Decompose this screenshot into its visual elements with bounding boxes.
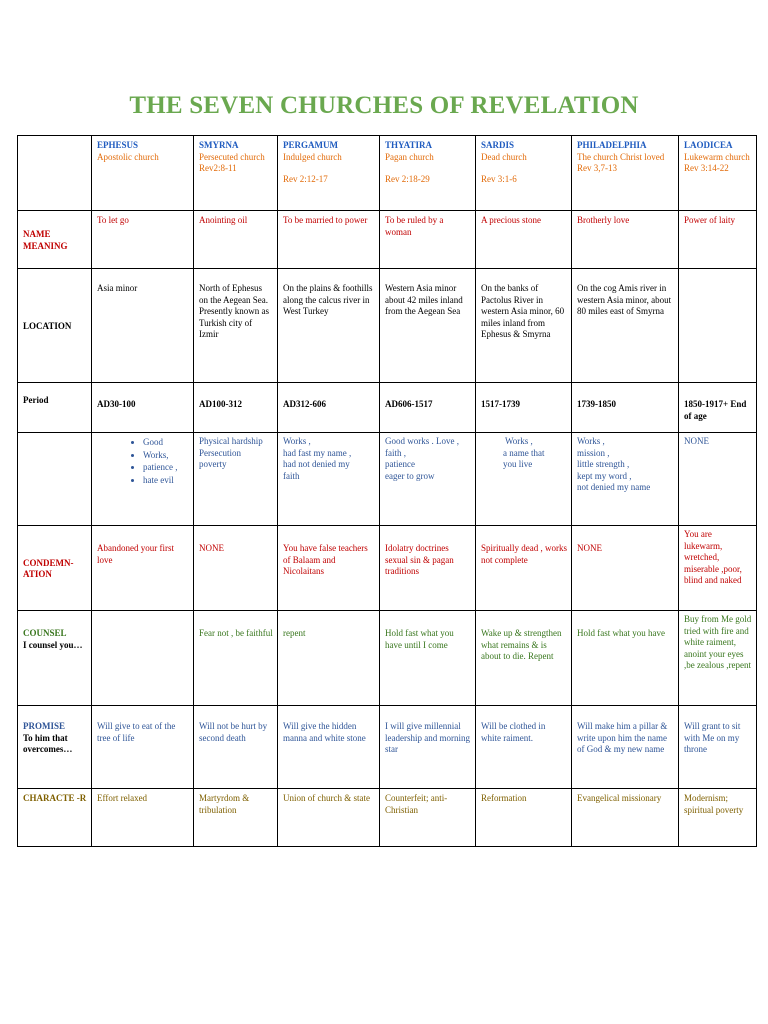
commendation-line: Works , xyxy=(505,436,533,446)
row-name-meaning xyxy=(18,211,757,269)
row-location xyxy=(18,269,757,383)
church-name: LAODICEA xyxy=(684,140,733,150)
condemnation-cell: NONE xyxy=(194,526,278,611)
commendation-cell-thyatira xyxy=(380,433,476,526)
commendation-line: faith , xyxy=(385,447,406,458)
church-header-ephesus xyxy=(92,136,194,211)
commendation-line: patience xyxy=(385,459,415,469)
commendation-line: had not denied my xyxy=(283,459,350,469)
commendation-cell-philadelphia xyxy=(572,433,679,526)
commendation-line: kept my word , xyxy=(577,470,632,481)
church-scripture-ref: Rev2:8-11 xyxy=(199,163,237,173)
period-cell: AD606-1517 xyxy=(380,383,476,433)
name-meaning-cell: To be ruled by a woman xyxy=(380,211,476,269)
promise-sublabel: To him that overcomes… xyxy=(23,732,73,754)
character-cell: Effort relaxed xyxy=(92,789,194,847)
row-promise xyxy=(18,706,757,789)
church-header-sardis xyxy=(476,136,572,211)
row-period xyxy=(18,383,757,433)
promise-cell: I will give millennial leadership and morning star xyxy=(380,706,476,789)
character-cell: Evangelical missionary xyxy=(572,789,679,847)
condemnation-cell: Idolatry doctrines sexual sin & pagan traditions xyxy=(380,526,476,611)
church-scripture-ref: Rev 3:1-6 xyxy=(481,174,517,184)
church-header-laodicea xyxy=(679,136,757,211)
counsel-cell: Hold fast what you have xyxy=(572,611,679,706)
promise-cell: Will not be hurt by second death xyxy=(194,706,278,789)
location-cell: Asia minor xyxy=(92,269,194,383)
commendation-cell-pergamum xyxy=(278,433,380,526)
condemnation-cell: Spiritually dead , works not complete xyxy=(476,526,572,611)
row-label-name-meaning: NAME MEANING xyxy=(18,211,92,269)
list-item: • patience , xyxy=(143,461,189,474)
period-cell: 1739-1850 xyxy=(572,383,679,433)
church-header-philadelphia xyxy=(572,136,679,211)
location-cell: On the banks of Pactolus River in western Asia minor, 60 miles inland from Ephesus & Smyrna xyxy=(476,269,572,383)
promise-cell: Will give to eat of the tree of life xyxy=(92,706,194,789)
row-character xyxy=(18,789,757,847)
row-label-commendation xyxy=(18,433,92,526)
promise-label: PROMISE xyxy=(23,721,66,731)
commendation-line: little strength , xyxy=(577,459,630,469)
header-corner-cell xyxy=(18,136,92,211)
commendation-line: a name that xyxy=(503,447,545,458)
commendation-line: Physical hardship xyxy=(199,436,263,446)
church-scripture-ref: Rev 3,7-13 xyxy=(577,163,617,173)
period-cell: AD312-606 xyxy=(278,383,380,433)
row-label-character: CHARACTE -R xyxy=(18,789,92,847)
commendation-cell-smyrna xyxy=(194,433,278,526)
commendation-line: faith xyxy=(283,470,300,481)
church-scripture-ref: Rev 2:18-29 xyxy=(385,174,430,184)
row-counsel xyxy=(18,611,757,706)
church-name: THYATIRA xyxy=(385,140,433,150)
commendation-line: Works , xyxy=(577,436,605,446)
character-cell: Martyrdom & tribulation xyxy=(194,789,278,847)
list-item: • Good xyxy=(143,436,189,449)
commendation-line: NONE xyxy=(684,436,709,446)
church-header-smyrna xyxy=(194,136,278,211)
location-cell: On the cog Amis river in western Asia minor, about 80 miles east of Smyrna xyxy=(572,269,679,383)
counsel-cell: Hold fast what you have until I come xyxy=(380,611,476,706)
counsel-cell: Fear not , be faithful xyxy=(194,611,278,706)
church-name: EPHESUS xyxy=(97,140,139,150)
row-label-counsel xyxy=(18,611,92,706)
counsel-cell xyxy=(92,611,194,706)
counsel-cell: repent xyxy=(278,611,380,706)
church-name: PERGAMUM xyxy=(283,140,338,150)
promise-cell: Will make him a pillar & write upon him the name of God & my new name xyxy=(572,706,679,789)
commendation-line: mission , xyxy=(577,447,610,458)
row-label-condemnation: CONDEMN-ATION xyxy=(18,526,92,611)
commendation-line: Good works . Love , xyxy=(385,436,459,446)
page-title: THE SEVEN CHURCHES OF REVELATION xyxy=(129,92,639,119)
row-condemnation xyxy=(18,526,757,611)
commendation-cell-sardis xyxy=(476,433,572,526)
location-cell: Western Asia minor about 42 miles inland from the Aegean Sea xyxy=(380,269,476,383)
church-scripture-ref: Rev 2:12-17 xyxy=(283,174,328,184)
name-meaning-cell: To let go xyxy=(92,211,194,269)
church-description: Indulged church xyxy=(283,151,342,162)
commendation-line: you live xyxy=(503,459,533,469)
name-meaning-cell: Anointing oil xyxy=(194,211,278,269)
commendation-cell-ephesus xyxy=(92,433,194,526)
character-cell: Reformation xyxy=(476,789,572,847)
church-description: Persecuted church xyxy=(199,151,265,162)
church-scripture-ref: Rev 3:14-22 xyxy=(684,163,729,173)
location-cell xyxy=(679,269,757,383)
row-label-promise xyxy=(18,706,92,789)
church-description: Lukewarm church xyxy=(684,151,750,162)
commendation-line: poverty xyxy=(199,459,227,469)
character-cell: Union of church & state xyxy=(278,789,380,847)
church-header-thyatira xyxy=(380,136,476,211)
condemnation-cell: Abandoned your first love xyxy=(92,526,194,611)
row-commendation xyxy=(18,433,757,526)
row-label-location: LOCATION xyxy=(18,269,92,383)
condemnation-cell: NONE xyxy=(572,526,679,611)
church-description: Pagan church xyxy=(385,151,434,162)
counsel-sublabel: I counsel you… xyxy=(23,639,83,650)
commendation-list xyxy=(97,436,189,486)
church-description: The church Christ loved xyxy=(577,151,665,162)
period-cell: 1517-1739 xyxy=(476,383,572,433)
church-description: Apostolic church xyxy=(97,151,159,162)
churches-table xyxy=(17,135,757,847)
commendation-line: not denied my name xyxy=(577,482,651,492)
table-header-row xyxy=(18,136,757,211)
commendation-line: Works , xyxy=(283,436,311,446)
name-meaning-cell: A precious stone xyxy=(476,211,572,269)
name-meaning-cell: Power of laity xyxy=(679,211,757,269)
counsel-cell: Buy from Me gold tried with fire and white raiment, anoint your eyes ,be zealous ,repent xyxy=(679,611,757,706)
period-cell: 1850-1917+ End of age xyxy=(679,383,757,433)
period-cell: AD30-100 xyxy=(92,383,194,433)
row-label-period: Period xyxy=(18,383,92,433)
commendation-line: eager to grow xyxy=(385,470,435,481)
commendation-line: had fast my name , xyxy=(283,447,352,458)
church-name: PHILADELPHIA xyxy=(577,140,647,150)
church-name: SMYRNA xyxy=(199,140,239,150)
name-meaning-cell: To be married to power xyxy=(278,211,380,269)
promise-cell: Will give the hidden manna and white stone xyxy=(278,706,380,789)
promise-cell: Will grant to sit with Me on my throne xyxy=(679,706,757,789)
counsel-cell: Wake up & strengthen what remains & is about to die. Repent xyxy=(476,611,572,706)
condemnation-cell: You have false teachers of Balaam and Nicolaitans xyxy=(278,526,380,611)
commendation-line: Persecution xyxy=(199,447,241,458)
period-cell: AD100-312 xyxy=(194,383,278,433)
church-header-pergamum xyxy=(278,136,380,211)
location-cell: North of Ephesus on the Aegean Sea. Presently known as Turkish city of Izmir xyxy=(194,269,278,383)
church-description: Dead church xyxy=(481,151,527,162)
promise-cell: Will be clothed in white raiment. xyxy=(476,706,572,789)
list-item: • Works, xyxy=(143,449,189,462)
name-meaning-cell: Brotherly love xyxy=(572,211,679,269)
condemnation-cell: You are lukewarm, wretched, miserable ,poor, blind and naked xyxy=(679,526,757,611)
location-cell: On the plains & foothills along the calcus river in West Turkey xyxy=(278,269,380,383)
church-name: SARDIS xyxy=(481,140,515,150)
commendation-cell-laodicea xyxy=(679,433,757,526)
character-cell: Counterfeit; anti-Christian xyxy=(380,789,476,847)
list-item: • hate evil xyxy=(143,474,189,487)
character-cell: Modernism; spiritual poverty xyxy=(679,789,757,847)
counsel-label: COUNSEL xyxy=(23,628,67,638)
